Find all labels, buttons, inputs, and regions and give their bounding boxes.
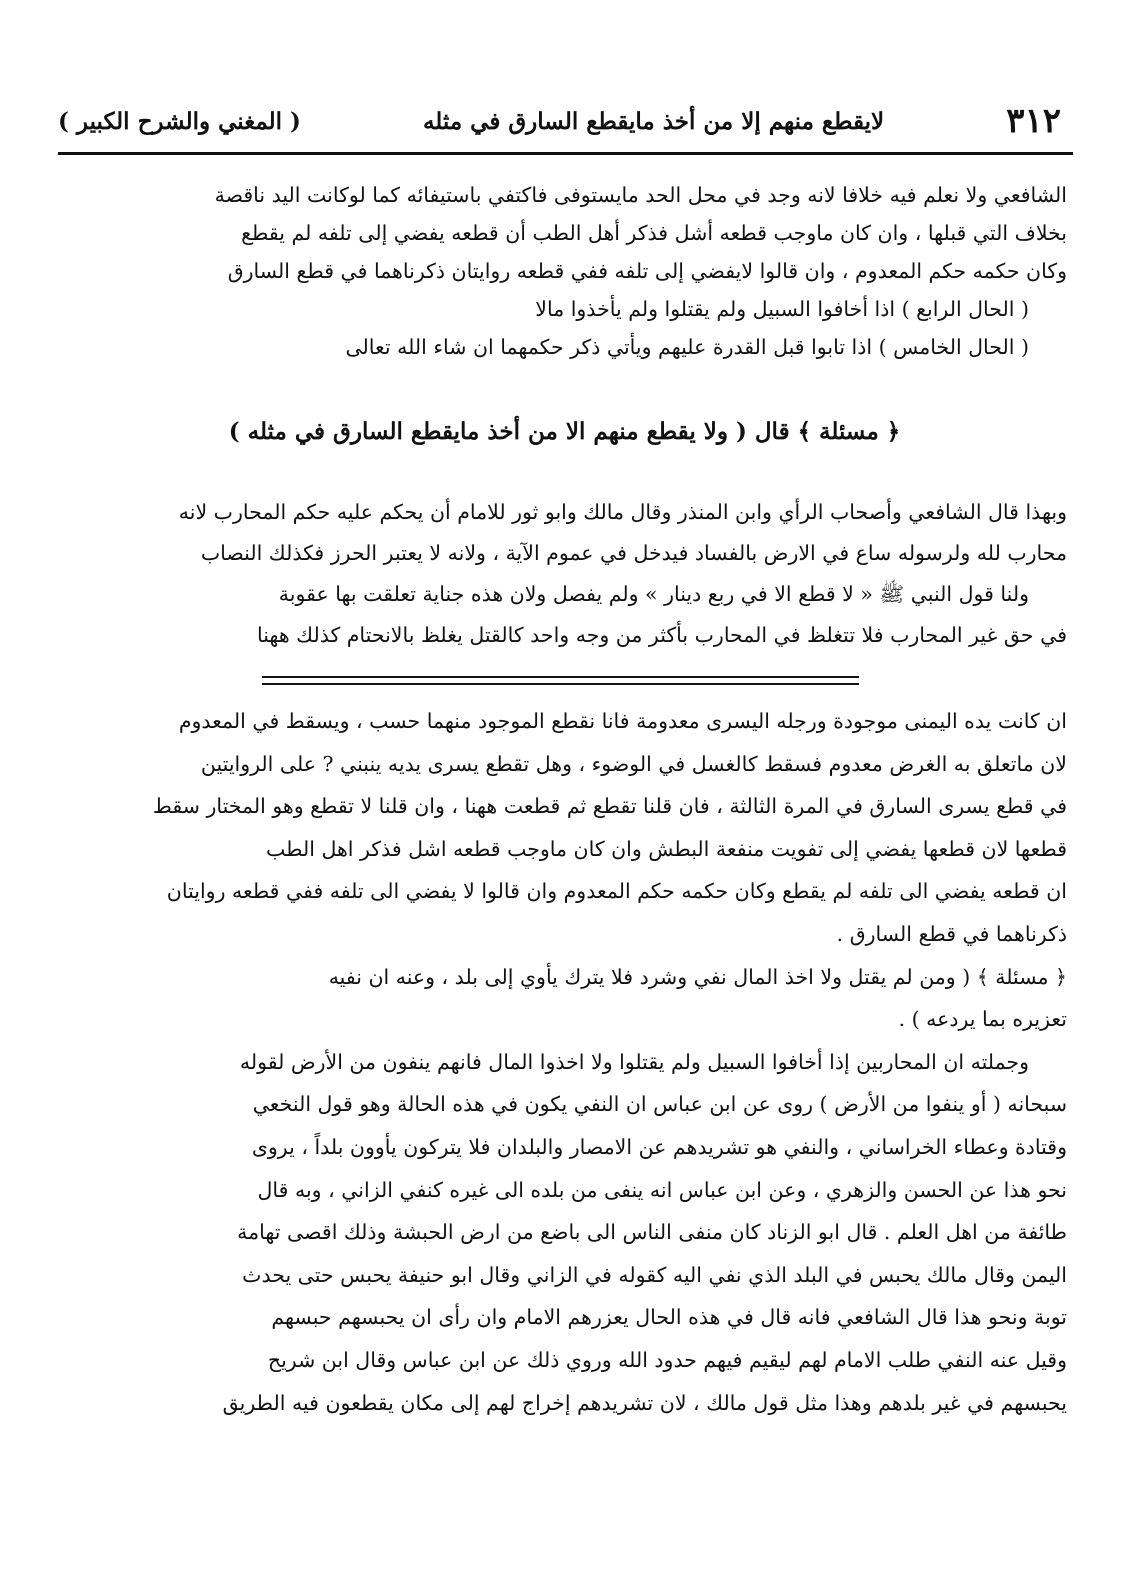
text-line: سبحانه ( أو ينفوا من الأرض ) روى عن ابن عباس ان النفي يكون في هذه الحالة وهو قول النخعي [252, 1092, 1067, 1117]
text-line: ان قطعه يفضي الى تلفه لم يقطع وكان حكمه حكم المعدوم وان قالوا لا يفضي الى تلفه ففي قطعه روايتان [166, 879, 1067, 904]
text-line: نحو هذا عن الحسن والزهري ، وعن ابن عباس انه ينفى من بلده الى غيره كنفي الزاني ، وبه قال [257, 1177, 1067, 1202]
text-line: وجملته ان المحاربين إذا أخافوا السبيل ولم يقتلوا ولا اخذوا المال فانهم ينفون من الأرض لقوله [239, 1049, 1029, 1074]
text-line: في قطع يسرى السارق في المرة الثالثة ، فان قلنا تقطع ثم قطعت ههنا ، وان قلنا لا تقطع وهو المختار سقط [152, 794, 1067, 819]
top-section [62, 176, 1067, 366]
text-line: يحبسهم في غير بلدهم وهذا مثل قول مالك ، لان تشريدهم إخراج لهم إلى مكان يقطعون فيه الطريق [222, 1390, 1067, 1415]
text-line: اليمن وقال مالك يحبس في البلد الذي نفي اليه كقوله في الزاني وقال ابو حنيفة يحبس حتى يحدث [242, 1262, 1067, 1287]
book-title: ( المغني والشرح الكبير ) [58, 107, 301, 135]
text-line: طائفة من اهل العلم . قال ابو الزناد كان منفى الناس الى باضع من ارض الحبشة وذلك اقصى تهامة [237, 1220, 1067, 1245]
text-line: في حق غير المحارب فلا تتغلظ في المحارب بأكثر من وجه واحد كالقتل يغلظ بالانحتام كذلك ههنا [256, 623, 1067, 647]
text-line: ان كانت يده اليمنى موجودة ورجله اليسرى معدومة فانا نقطع الموجود منهما حسب ، ويسقط في المعدوم [178, 709, 1067, 733]
text-line: محارب لله ولرسوله ساع في الارض بالفساد فيدخل في عموم الآية ، ولانه لا يعتبر الحرز فكذلك النصاب [200, 541, 1067, 565]
masala-line: ﴿ مسئلة ﴾ ( ومن لم يقتل ولا اخذ المال نفي وشرد فلا يترك يأوي إلى بلد ، وعنه ان نفيه [328, 964, 1067, 989]
text-line: وقتادة وعطاء الخراساني ، والنفي هو تشريدهم عن الامصار والبلدان فلا يتركون يأوون بلداً ، يروى [251, 1134, 1067, 1159]
section-divider-top [262, 676, 859, 678]
lower-section [62, 700, 1067, 1424]
text-line: توبة ونحو هذا قال الشافعي فانه قال في هذه الحال يعزرهم الامام وان رأى ان يحبسهم حبسهم [271, 1305, 1067, 1330]
text-line: قطعها لان قطعها يفضي إلى تفويت منفعة البطش وان كان ماوجب قطعه اشل فذكر اهل الطب [266, 836, 1067, 861]
text-line: بخلاف التي قبلها ، وان كان ماوجب قطعه أشل فذكر أهل الطب أن قطعه يفضي إلى تلفه لم يقطع [241, 221, 1067, 245]
text-line: وبهذا قال الشافعي وأصحاب الرأي وابن المنذر وقال مالك وابو ثور للامام أن يحكم عليه حكم المحارب لانه [178, 500, 1067, 524]
case-fourth: ( الحال الرابع ) اذا أخافوا السبيل ولم يقتلوا ولم يأخذوا مالا [535, 297, 1029, 321]
section-divider-bottom [262, 683, 859, 685]
text-line: وقيل عنه النفي طلب الامام لهم ليقيم فيهم حدود الله وروي ذلك عن ابن عباس وقال ابن شريح [267, 1347, 1067, 1372]
page-number: ٣١٢ [1006, 101, 1061, 141]
text-line: الشافعي ولا نعلم فيه خلافا لانه وجد في محل الحد مايستوفى فاكتفي باستيفائه كما لوكانت اليد ناقصة [214, 183, 1067, 207]
text-line: ذكرناهما في قطع السارق . [836, 921, 1067, 946]
masala-heading: ﴿ مسئلة ﴾ قال ( ولا يقطع منهم الا من أخذ مايقطع السارق في مثله ) [228, 418, 901, 445]
text-line: وكان حكمه حكم المعدوم ، وان قالوا لايفضي إلى تلفه ففي قطعه روايتان ذكرناهما في قطع السارق [227, 259, 1067, 283]
case-fifth: ( الحال الخامس ) اذا تابوا قبل القدرة عليهم ويأتي ذكر حكمهما ان شاء الله تعالى [345, 335, 1029, 359]
page-header [58, 86, 1073, 156]
running-title: لايقطع منهم إلا من أخذ مايقطع السارق في مثله [422, 107, 885, 135]
masala-body [62, 492, 1067, 656]
text-line: ولنا قول النبي ﷺ « لا قطع الا في ربع دينار » ولم يفصل ولان هذه جناية تعلقت بها عقوبة [278, 582, 1029, 606]
text-line: تعزيره بما يردعه ) . [898, 1007, 1067, 1032]
text-line: لان ماتعلق به الغرض معدوم فسقط كالغسل في الوضوء ، وهل تقطع يسرى يديه ينبني ? على الروايتين [200, 751, 1067, 776]
header-rule [58, 152, 1073, 155]
